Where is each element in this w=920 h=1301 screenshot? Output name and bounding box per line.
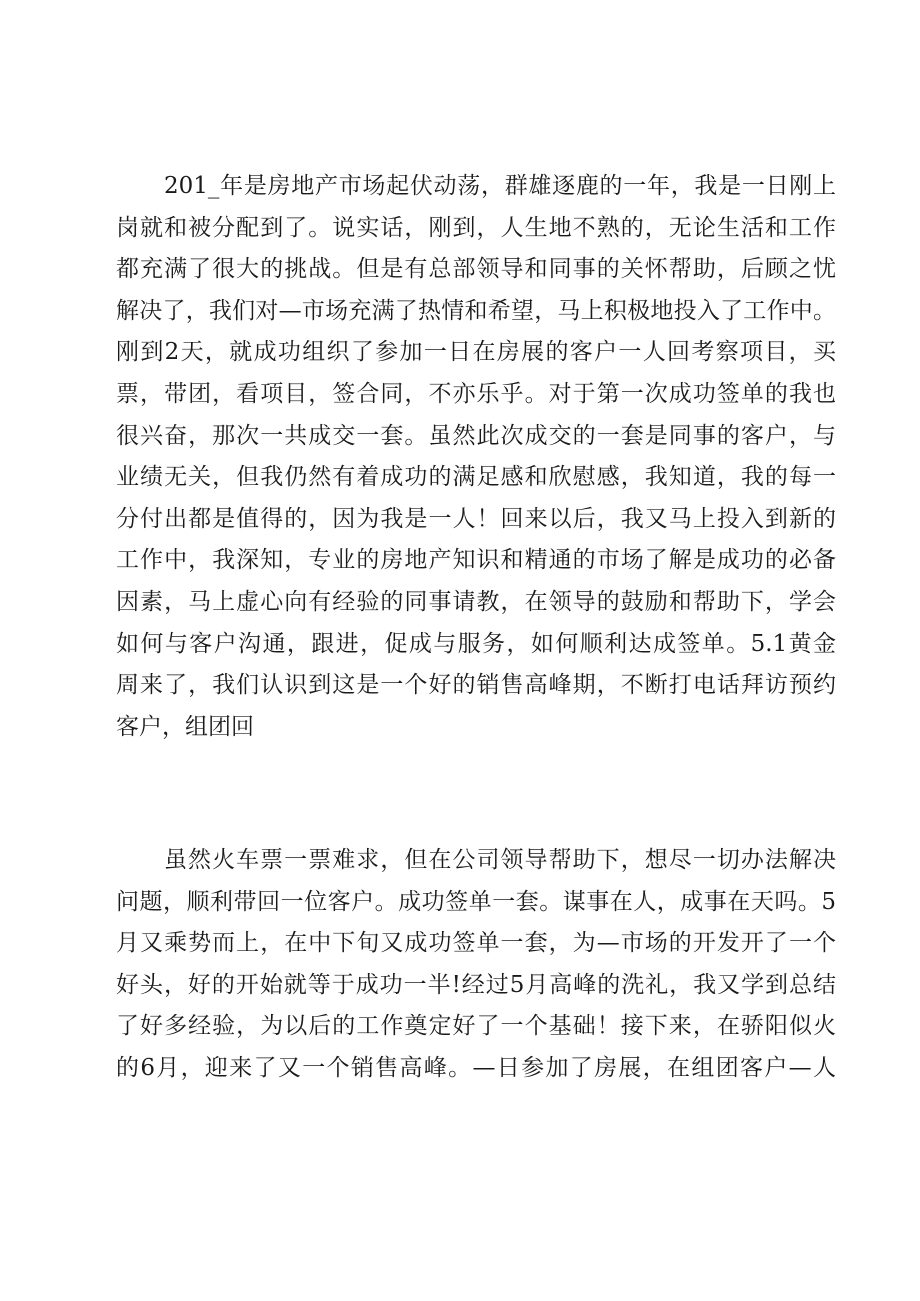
- text-line: 的6月，迎来了又一个销售高峰。—日参加了房展，在组团客户—人: [116, 1054, 836, 1081]
- text-line: 好头，好的开始就等于成功一半!经过5月高峰的洗礼，我又学到总结: [116, 971, 836, 998]
- text-line: 很兴奋，那次一共成交一套。虽然此次成交的一套是同事的客户，与: [116, 422, 836, 449]
- text-line: 201_年是房地产市场起伏动荡，群雄逐鹿的一年，我是一日刚上: [164, 173, 836, 199]
- text-line: 票，带团，看项目，签合同，不亦乐乎。对于第一次成功签单的我也: [116, 380, 836, 407]
- text-line: 客户，组团回: [116, 713, 254, 740]
- text-line: 业绩无关，但我仍然有着成功的满足感和欣慰感，我知道，我的每一: [116, 464, 836, 491]
- text-line: 岗就和被分配到了。说实话，刚到，人生地不熟的，无论生活和工作: [116, 214, 836, 241]
- text-line: 刚到2天，就成功组织了参加一日在房展的客户一人回考察项目，买: [116, 339, 836, 366]
- text-line: 分付出都是值得的，因为我是一人！回来以后，我又马上投入到新的: [116, 505, 836, 532]
- text-line: 月又乘势而上，在中下旬又成功签单一套，为—市场的开发开了一个: [116, 930, 836, 957]
- text-line: 周来了，我们认识到这是一个好的销售高峰期，不断打电话拜访预约: [116, 672, 836, 699]
- text-line: 都充满了很大的挑战。但是有总部领导和同事的关怀帮助，后顾之忧: [116, 256, 836, 283]
- text-line: 问题，顺利带回一位客户。成功签单一套。谋事在人，成事在天吗。5: [116, 888, 836, 915]
- text-line: 如何与客户沟通，跟进，促成与服务，如何顺利达成签单。5.1黄金: [116, 630, 836, 657]
- text-line: 解决了，我们对—市场充满了热情和希望，马上积极地投入了工作中。: [116, 297, 836, 324]
- text-line: 虽然火车票一票难求，但在公司领导帮助下，想尽一切办法解决: [164, 847, 836, 873]
- text-line: 因素，马上虚心向有经验的同事请教，在领导的鼓励和帮助下，学会: [116, 588, 836, 615]
- paragraph-1: [116, 166, 836, 748]
- text-line: 工作中，我深知，专业的房地产知识和精通的市场了解是成功的必备: [116, 547, 836, 574]
- text-line: 了好多经验，为以后的工作奠定好了一个基础！接下来，在骄阳似火: [116, 1013, 836, 1040]
- paragraph-2: [116, 840, 836, 1090]
